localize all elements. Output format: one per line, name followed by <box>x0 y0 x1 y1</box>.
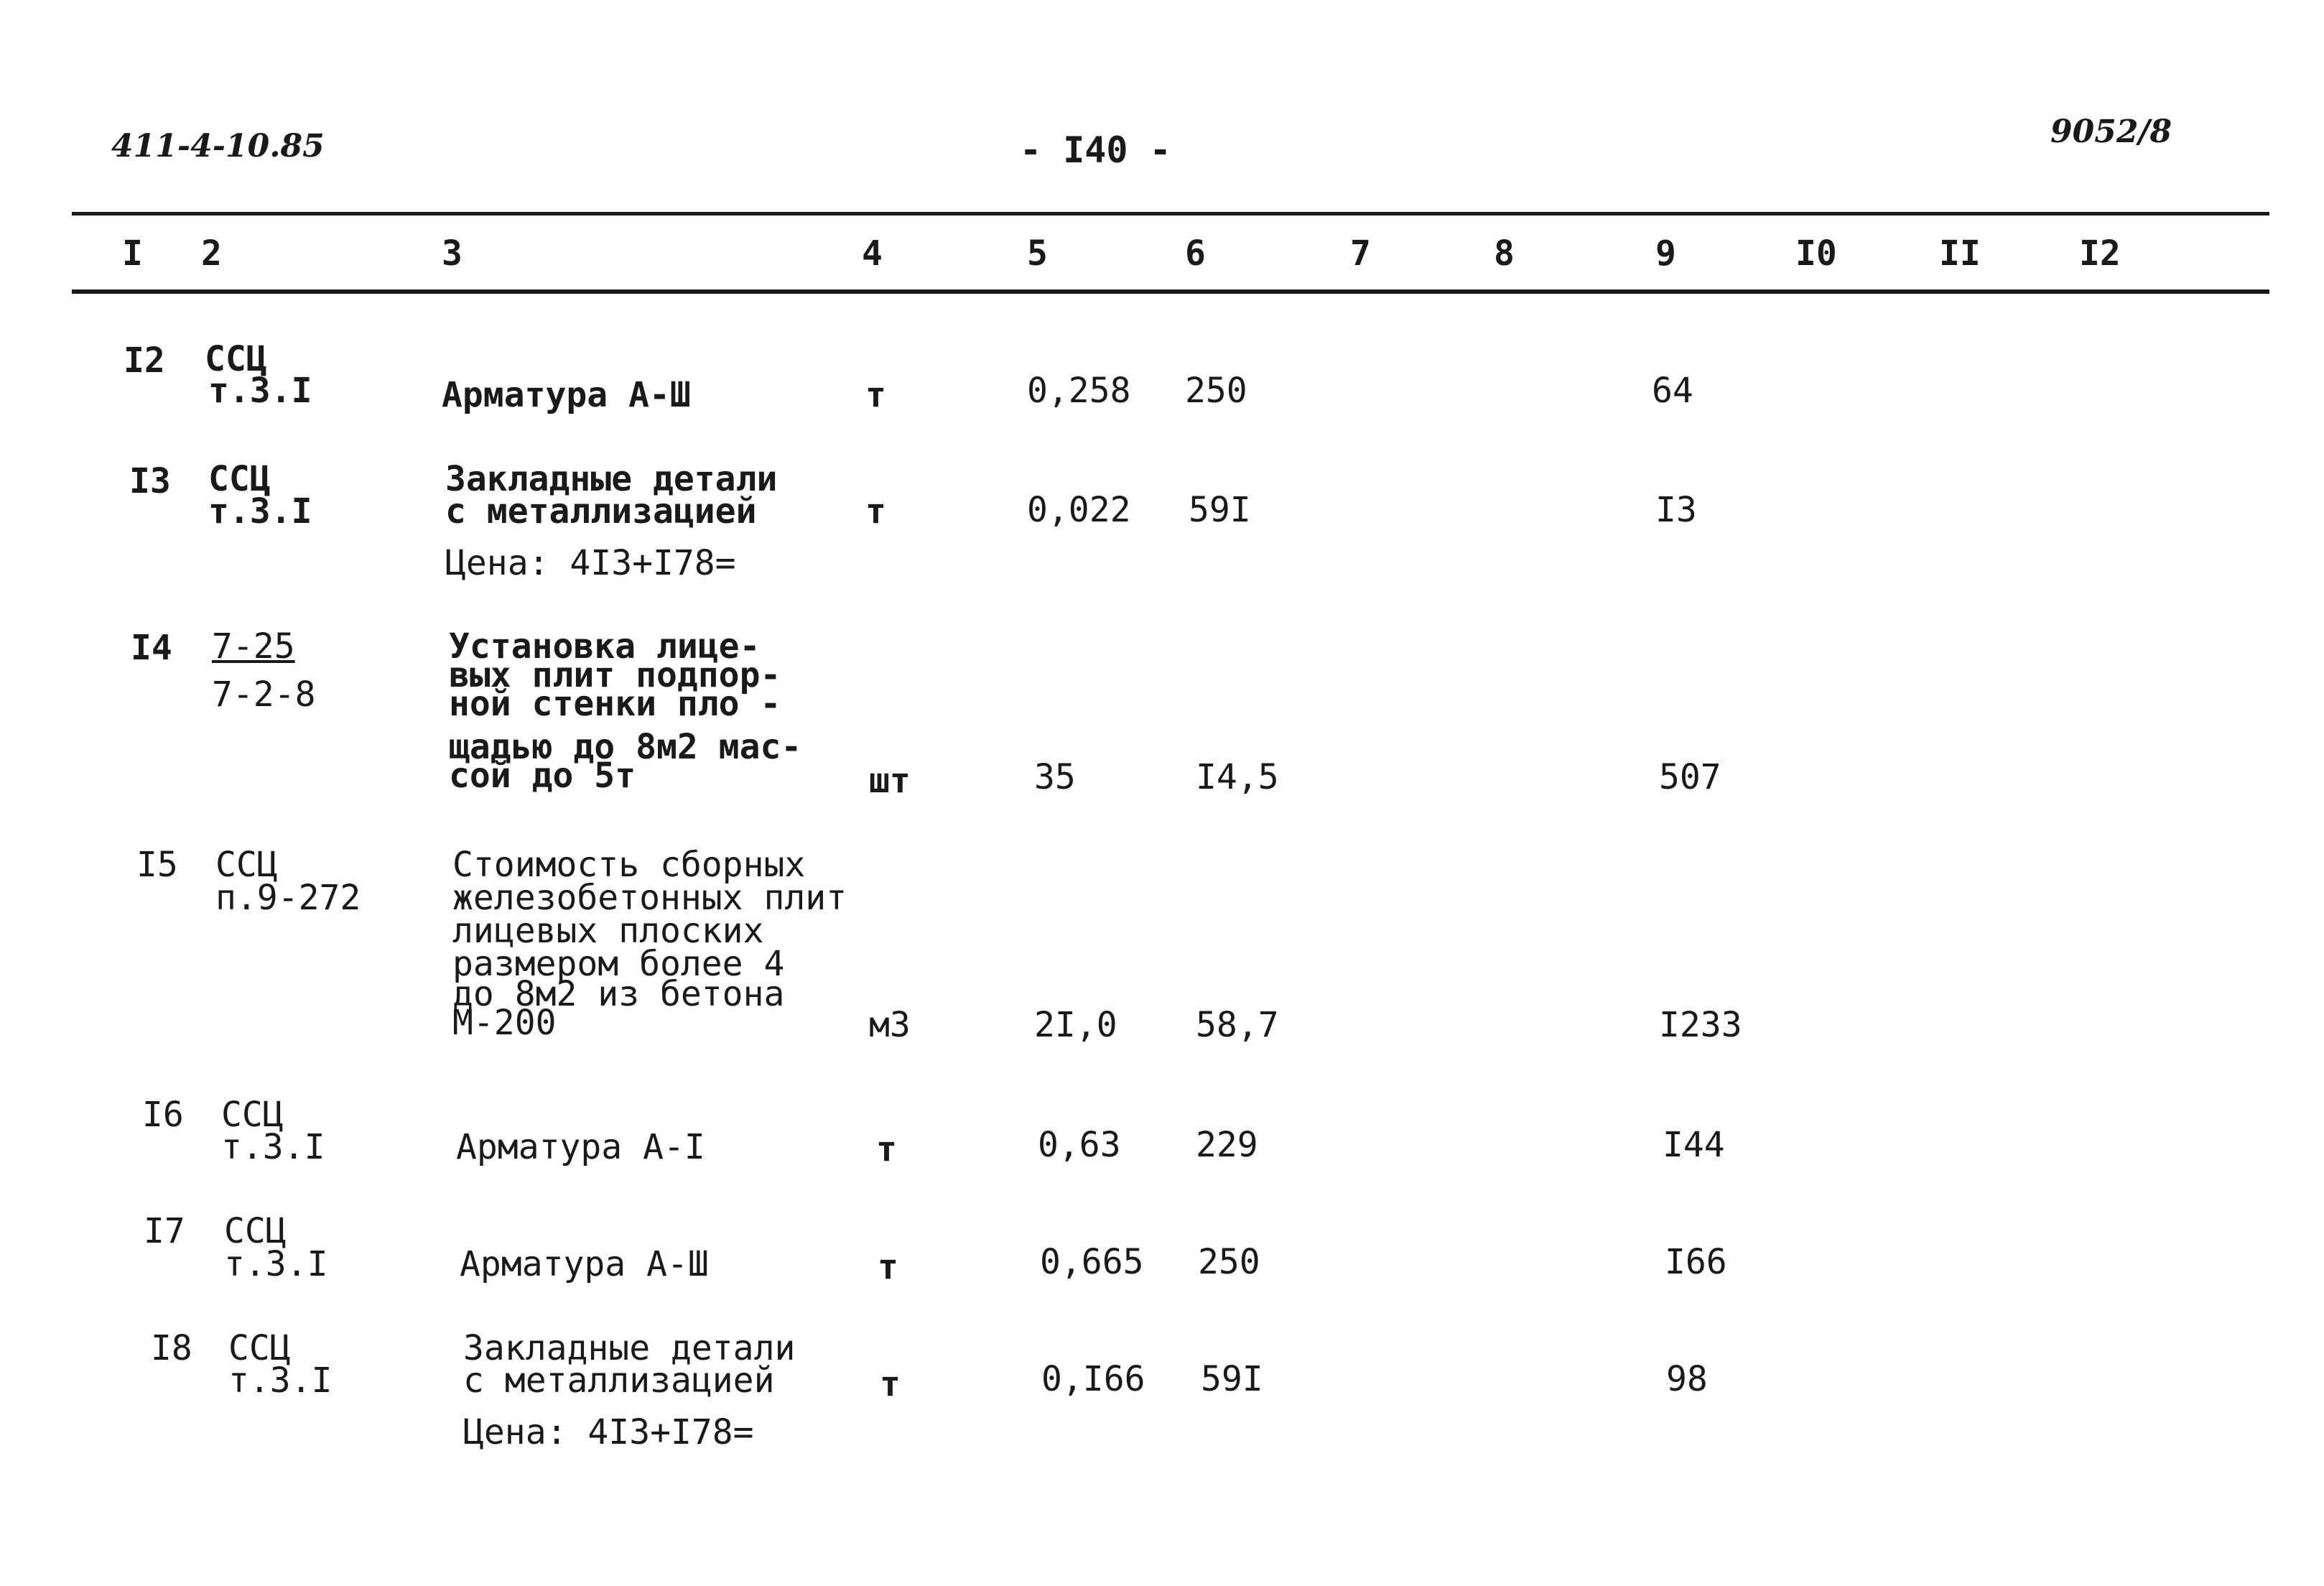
row-description: сой до 5т <box>449 756 636 796</box>
row-unit: т <box>880 1364 901 1404</box>
row-rate: I4,5 <box>1196 757 1279 797</box>
row-unit: т <box>876 1129 897 1169</box>
column-header: 8 <box>1494 233 1515 274</box>
page-number: - I40 - <box>1020 129 1171 171</box>
row-description: с металлизацией <box>445 491 757 532</box>
row-description: до 8м2 из бетона <box>452 974 785 1014</box>
row-total: 98 <box>1666 1359 1708 1399</box>
top-rule <box>72 212 2269 215</box>
column-header: 5 <box>1027 233 1048 274</box>
row-price-note: Цена: 4I3+I78= <box>463 1412 754 1452</box>
row-number: I8 <box>151 1328 192 1368</box>
row-description: Арматура А-Ш <box>442 375 691 415</box>
row-description: Закладные детали <box>463 1328 796 1368</box>
row-description: щадью до 8м2 мас- <box>449 727 802 767</box>
row-reference: т.3.I <box>228 1360 333 1401</box>
row-quantity: 0,022 <box>1027 490 1131 530</box>
header-bottom-rule <box>72 289 2269 294</box>
row-unit: т <box>878 1247 898 1287</box>
row-description: Установка лице- <box>449 626 761 667</box>
row-reference: 7-25 <box>212 626 295 667</box>
row-reference: ССЦ <box>208 459 271 499</box>
row-total: 507 <box>1659 757 1721 797</box>
row-reference: ССЦ <box>205 339 267 379</box>
row-quantity: 0,I66 <box>1041 1359 1145 1399</box>
row-number: I3 <box>129 461 171 501</box>
row-unit: т <box>865 491 886 532</box>
row-rate: 59I <box>1201 1359 1263 1399</box>
row-description: М-200 <box>452 1003 557 1043</box>
row-total: I66 <box>1665 1242 1727 1282</box>
row-quantity: 2I,0 <box>1034 1005 1117 1045</box>
row-total: I44 <box>1663 1125 1725 1165</box>
column-header: I2 <box>2079 233 2121 274</box>
row-reference: т.3.I <box>221 1127 325 1167</box>
row-reference: п.9-272 <box>215 878 361 918</box>
row-number: I4 <box>131 628 172 668</box>
row-description: с металлизацией <box>463 1360 775 1401</box>
column-header: 9 <box>1655 233 1676 274</box>
row-description: Арматура А-I <box>456 1127 705 1167</box>
row-description: Закладные детали <box>445 459 778 499</box>
column-header: II <box>1939 233 1981 274</box>
sheet-code: 9052/8 <box>2050 113 2172 150</box>
row-rate: 229 <box>1196 1125 1258 1165</box>
row-rate: 250 <box>1185 371 1247 411</box>
row-description: железобетонных плит <box>452 878 847 918</box>
row-price-note: Цена: 4I3+I78= <box>445 543 736 583</box>
row-reference: т.3.I <box>208 371 312 411</box>
row-description: лицевых плоских <box>452 911 764 951</box>
row-reference: 7-2-8 <box>212 674 316 715</box>
row-number: I7 <box>144 1211 185 1251</box>
column-header: 4 <box>862 233 883 274</box>
row-reference: ССЦ <box>221 1095 284 1135</box>
row-reference: т.3.I <box>208 491 312 532</box>
document-code: 411-4-10.85 <box>111 128 325 164</box>
row-quantity: 0,665 <box>1040 1242 1144 1282</box>
row-quantity: 0,63 <box>1038 1125 1121 1165</box>
row-reference: т.3.I <box>224 1244 328 1284</box>
row-quantity: 35 <box>1034 757 1076 797</box>
column-header: 3 <box>442 233 463 274</box>
row-total: 64 <box>1652 371 1693 411</box>
column-header: 6 <box>1185 233 1206 274</box>
row-description: ной стенки пло - <box>449 684 781 724</box>
row-reference: ССЦ <box>228 1328 291 1368</box>
column-header: I <box>122 233 143 274</box>
row-unit: т <box>865 375 886 415</box>
row-rate: 58,7 <box>1196 1005 1279 1045</box>
row-total: I3 <box>1655 490 1697 530</box>
row-unit: шт <box>869 761 911 801</box>
row-total: I233 <box>1659 1005 1742 1045</box>
row-reference: ССЦ <box>224 1211 287 1251</box>
row-description: вых плит подпор- <box>449 655 781 695</box>
row-description: Стоимость сборных <box>452 845 806 885</box>
column-header: 7 <box>1350 233 1371 274</box>
row-description: Арматура А-Ш <box>460 1244 709 1284</box>
row-quantity: 0,258 <box>1027 371 1131 411</box>
row-number: I2 <box>124 340 165 381</box>
row-description: размером более 4 <box>452 944 785 984</box>
row-reference: ССЦ <box>215 845 278 885</box>
row-rate: 250 <box>1198 1242 1260 1282</box>
row-unit: м3 <box>869 1005 911 1045</box>
row-number: I6 <box>142 1095 184 1135</box>
row-rate: 59I <box>1189 490 1251 530</box>
column-header: 2 <box>201 233 222 274</box>
column-header: I0 <box>1795 233 1837 274</box>
row-number: I5 <box>136 845 178 885</box>
